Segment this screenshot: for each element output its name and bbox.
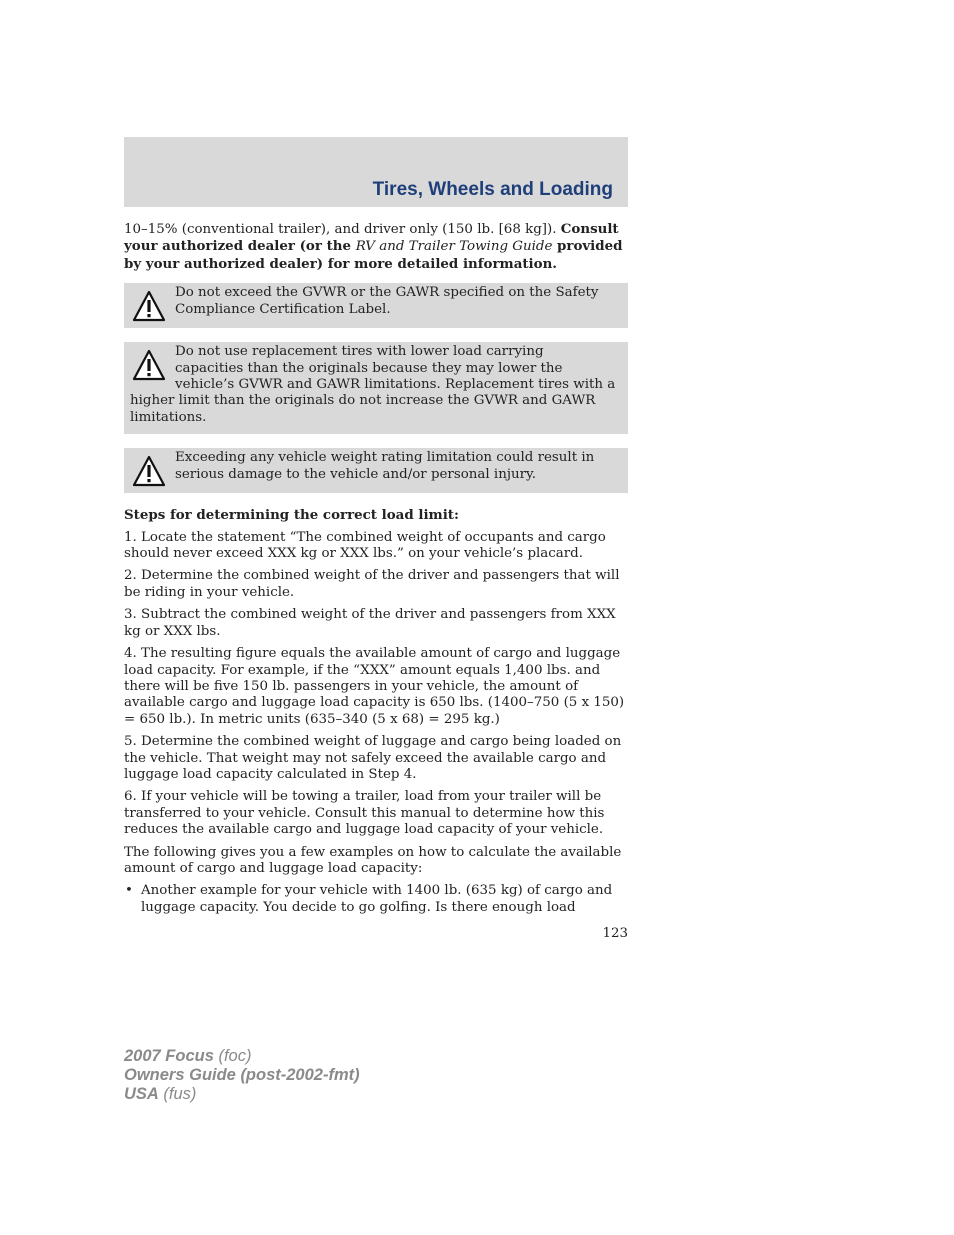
footer-line-model: 2007 Focus (foc) — [124, 1047, 252, 1065]
examples-intro: The following gives you a few examples on how to calculate the available amount of cargo and luggage load capacity: — [124, 844, 622, 876]
steps-heading: Steps for determining the correct load limit: — [124, 507, 459, 524]
intro-bold-text-b: provided by your authorized dealer) for more detailed information. — [124, 238, 623, 272]
intro-plain-text: 10–15% (conventional trailer), and driver only (150 lb. [68 kg]). — [124, 222, 561, 237]
step-item: 5. Determine the combined weight of luggage and cargo being loaded on the vehicle. That weight may not safely exceed the available cargo and luggage load capacity calculated in Step 4. — [124, 734, 622, 782]
step-item: 6. If your vehicle will be towing a trailer, load from your trailer will be transferred to your vehicle. Consult this manual to determine how this reduces the available cargo and luggage load capacity of your vehicle. — [124, 789, 605, 838]
warning-box — [124, 283, 628, 328]
intro-paragraph — [124, 221, 628, 273]
section-title: Tires, Wheels and Loading — [372, 179, 613, 200]
towing-guide-title: RV and Trailer Towing Guide — [355, 239, 553, 255]
warning-triangle-icon — [132, 289, 166, 323]
warning-box — [124, 448, 628, 493]
intro-bold-text-a: Consult your authorized dealer (or the — [124, 221, 619, 255]
warning-text: Do not exceed the GVWR or the GAWR specified on the Safety Compliance Certification Label. — [175, 285, 599, 317]
bullet-item — [124, 883, 628, 916]
document-footer — [124, 1047, 360, 1104]
warning-triangle-icon — [132, 348, 166, 382]
footer-line-guide: Owners Guide (post-2002-fmt) — [124, 1066, 360, 1084]
warning-text: Exceeding any vehicle weight rating limitation could result in serious damage to the vehicle and/or personal injury. — [175, 450, 595, 482]
footer-line-market: USA (fus) — [124, 1085, 197, 1103]
step-item: 2. Determine the combined weight of the driver and passengers that will be riding in your vehicle. — [124, 568, 620, 600]
bullet-icon: • — [125, 883, 133, 899]
section-header-band — [124, 137, 628, 207]
warning-text: Do not use replacement tires with lower load carrying capacities than the originals because they may lower the vehicle’s GVWR and GAWR limitations. Replacement tires with a higher limit than the originals do not increase the GVWR and GAWR limitations. — [130, 344, 616, 425]
step-item: 4. The resulting figure equals the available amount of cargo and luggage load capacity. For example, if the “XXX” amount equals 1,400 lbs. and there will be five 150 lb. passengers in your vehicle, the amount of available cargo and luggage load capacity is 650 lbs. (1400–750 (5 x 150) = 650 lb.). In metric units (635–340 (5 x 68) = 295 kg.) — [124, 646, 625, 727]
page-content — [124, 221, 628, 916]
warning-triangle-icon — [132, 454, 166, 488]
page-number: 123 — [602, 926, 628, 941]
bullet-text: Another example for your vehicle with 1400 lb. (635 kg) of cargo and luggage capacity. You decide to go golfing. Is there enough load — [141, 883, 613, 915]
warning-box — [124, 342, 628, 434]
step-item: 1. Locate the statement “The combined weight of occupants and cargo should never exceed XXX kg or XXX lbs.” on your vehicle’s placard. — [124, 529, 606, 562]
step-item: 3. Subtract the combined weight of the driver and passengers from XXX kg or XXX lbs. — [124, 607, 616, 639]
